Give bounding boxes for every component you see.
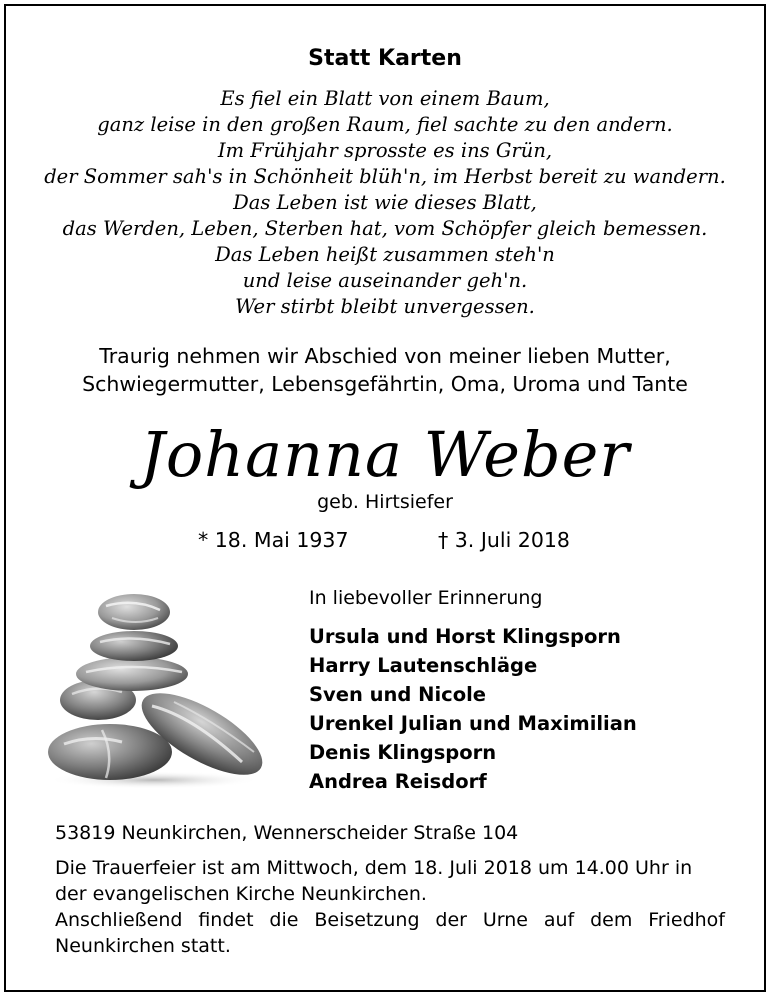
mourner-name: Andrea Reisdorf xyxy=(309,770,487,793)
poem-line: ganz leise in den großen Raum, fiel sachte zu den andern. xyxy=(97,113,673,136)
stacked-stones-icon xyxy=(42,584,266,790)
address: 53819 Neunkirchen, Wennerscheider Straße 104 xyxy=(55,822,519,844)
death-date: † 3. Juli 2018 xyxy=(438,528,570,552)
intro-line: Traurig nehmen wir Abschied von meiner lieben Mutter, xyxy=(99,344,671,368)
mourner-name: Sven und Nicole xyxy=(309,683,487,706)
deceased-name: Johanna Weber xyxy=(140,418,630,491)
funeral-line: Die Trauerfeier ist am Mittwoch, dem 18. Juli 2018 um 14.00 Uhr in xyxy=(55,857,693,879)
poem-line: der Sommer sah's in Schönheit blüh'n, im Herbst bereit zu wandern. xyxy=(44,165,726,188)
poem-line: Das Leben ist wie dieses Blatt, xyxy=(233,191,537,214)
mourner-name: Denis Klingsporn xyxy=(309,741,497,764)
mourner-name: Harry Lautenschläge xyxy=(309,654,538,677)
mourner-name: Ursula und Horst Klingsporn xyxy=(309,625,621,648)
poem-line: Im Frühjahr sprosste es ins Grün, xyxy=(217,139,553,162)
intro-line: Schwiegermutter, Lebensgefährtin, Oma, Uroma und Tante xyxy=(82,372,688,396)
poem-line: Das Leben heißt zusammen steh'n xyxy=(215,243,555,266)
mourner-name: Urenkel Julian und Maximilian xyxy=(309,712,637,735)
birth-name: geb. Hirtsiefer xyxy=(317,491,453,513)
intro-text xyxy=(6,342,764,398)
birth-date: * 18. Mai 1937 xyxy=(198,528,349,552)
funeral-line: der evangelischen Kirche Neunkirchen. xyxy=(55,883,427,905)
mourners-list xyxy=(309,622,637,796)
funeral-line: Neunkirchen statt. xyxy=(55,935,231,957)
poem-line: das Werden, Leben, Sterben hat, vom Schöpfer gleich bemessen. xyxy=(62,217,708,240)
funeral-line: Anschließend findet die Beisetzung der Urne auf dem Friedhof xyxy=(55,909,725,931)
obituary-card xyxy=(4,4,766,992)
poem-line: Es fiel ein Blatt von einem Baum, xyxy=(220,87,550,110)
poem-line: und leise auseinander geh'n. xyxy=(242,269,528,292)
memory-label: In liebevoller Erinnerung xyxy=(309,587,543,609)
header-title: Statt Karten xyxy=(308,46,462,71)
funeral-info xyxy=(55,855,725,959)
poem-line: Wer stirbt bleibt unvergessen. xyxy=(235,295,535,318)
poem xyxy=(6,86,764,320)
